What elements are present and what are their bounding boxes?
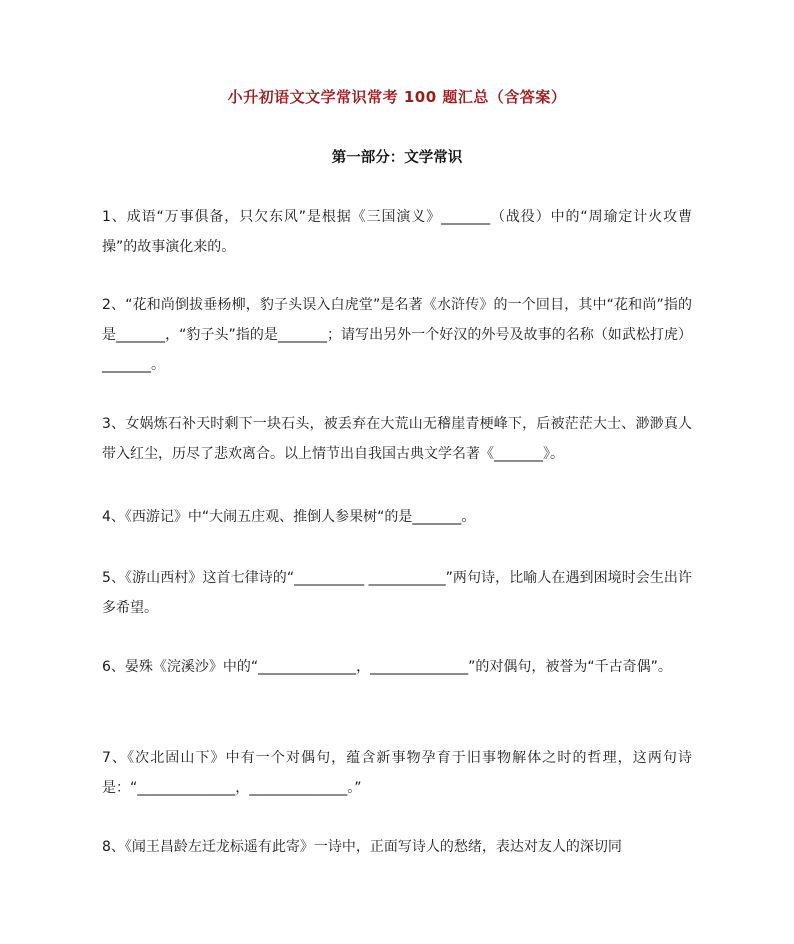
question-6: 6、晏殊《浣溪沙》中的“______________，______________”的对偶句，被誉为“千古奇偶”。	[102, 659, 672, 675]
question-7: 7、《次北固山下》中有一个对偶句，蕴含新事物孕育于旧事物解体之时的哲理，这两句诗是：“______________，______________。”	[102, 750, 692, 796]
question-3: 3、女娲炼石补天时剩下一块石头，被丢弃在大荒山无稽崖青梗峰下，后被茫茫大士、渺渺真人带入红尘，历尽了悲欢离合。以上情节出自我国古典文学名著《_______》。	[102, 416, 692, 462]
question-8: 8、《闻王昌龄左迁龙标遥有此寄》一诗中，正面写诗人的愁绪，表达对友人的深切同	[102, 839, 622, 855]
question-2: 2、“花和尚倒拔垂杨柳，豹子头误入白虎堂”是名著《水浒传》的一个回目，其中“花和尚”指的是_______，“豹子头”指的是_______；请写出另外一个好汉的外号及故事的名称（如武松打虎）_______。	[102, 297, 692, 373]
question-1: 1、成语“万事俱备，只欠东风”是根据《三国演义》_______（战役）中的“周瑜定计火攻曹操”的故事演化来的。	[102, 209, 692, 255]
question-4: 4、《西游记》中“大闹五庄观、推倒人参果树“的是_______。	[102, 509, 476, 525]
question-5: 5、《游山西村》这首七律诗的“__________ ___________”两句诗，比喻人在遇到困境时会生出许多希望。	[102, 570, 692, 616]
document-title: 小升初语文文学常识常考 100 题汇总（含答案）	[227, 88, 567, 106]
section-title: 第一部分：文学常识	[331, 150, 463, 166]
